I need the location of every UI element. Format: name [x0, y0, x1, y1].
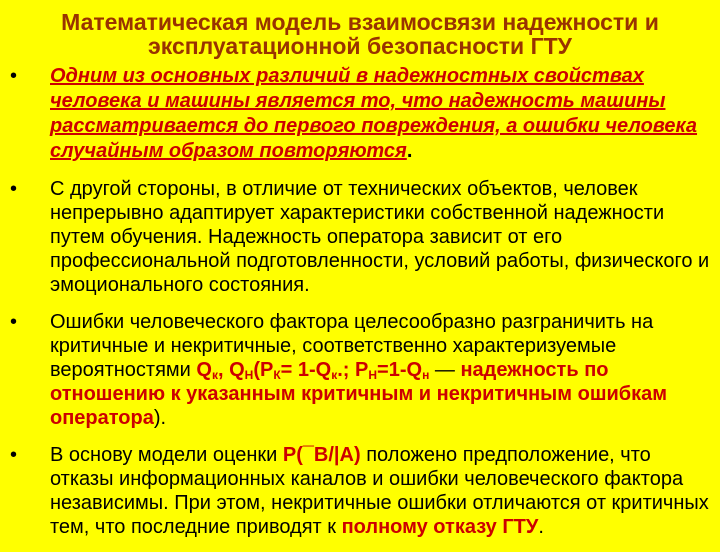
paragraph-3-end: ). — [153, 407, 167, 429]
list-item — [10, 310, 710, 430]
paragraph-3-intro: Ошибки человеческого фактора целесообразно разграничить на критичные и некритичные, соответственно характеризуемые вероятностями — [50, 311, 654, 381]
slide-title: Математическая модель взаимосвязи надежности и эксплуатационной безопасности ГТУ — [61, 9, 659, 59]
paragraph-4-intro: В основу модели оценки — [50, 444, 283, 466]
paragraph-4-emphasis: полному отказу ГТУ — [341, 516, 539, 538]
paragraph-2-text: С другой стороны, в отличие от технических объектов, человек непрерывно адаптирует характеристики собственной надежности путем обучения. Надежность оператора зависит от его профессиональной подготовленности, условий работы, физического и эмоционального состояния. — [50, 178, 710, 296]
formula-qk: $Q_к$, $Q_Н(Р_К= 1-Q_к$.; $Р_Н=1-Q_н$ — [196, 359, 430, 382]
bullet-list — [10, 64, 710, 552]
bullet-icon: • — [10, 65, 18, 87]
paragraph-1-text: Одним из основных различий в надежностных свойствах человека и машины является то, что надежность машины рассматривается до первого повреждения, а ошибки человека случайным образом повторяются — [50, 65, 698, 162]
list-item — [10, 443, 710, 539]
formula-p: Р(¯В/|А) — [282, 444, 361, 466]
bullet-icon: • — [10, 311, 18, 333]
bullet-icon: • — [10, 178, 18, 200]
list-item — [10, 177, 710, 297]
bullet-icon: • — [10, 444, 18, 466]
dash: — — [429, 359, 461, 381]
paragraph-4-body: положено предположение, что отказы информационных каналов и ошибки человеческого фактора независимы. При этом, некритичные ошибки отличаются от критичных тем, что последние приводят к — [50, 444, 709, 538]
list-item — [10, 64, 710, 164]
paragraph-3-emphasis: надежность по отношению к указанным критичным и некритичным ошибкам оператора — [50, 359, 668, 429]
paragraph-4-end: . — [538, 516, 544, 538]
paragraph-1-dot: . — [406, 140, 413, 162]
